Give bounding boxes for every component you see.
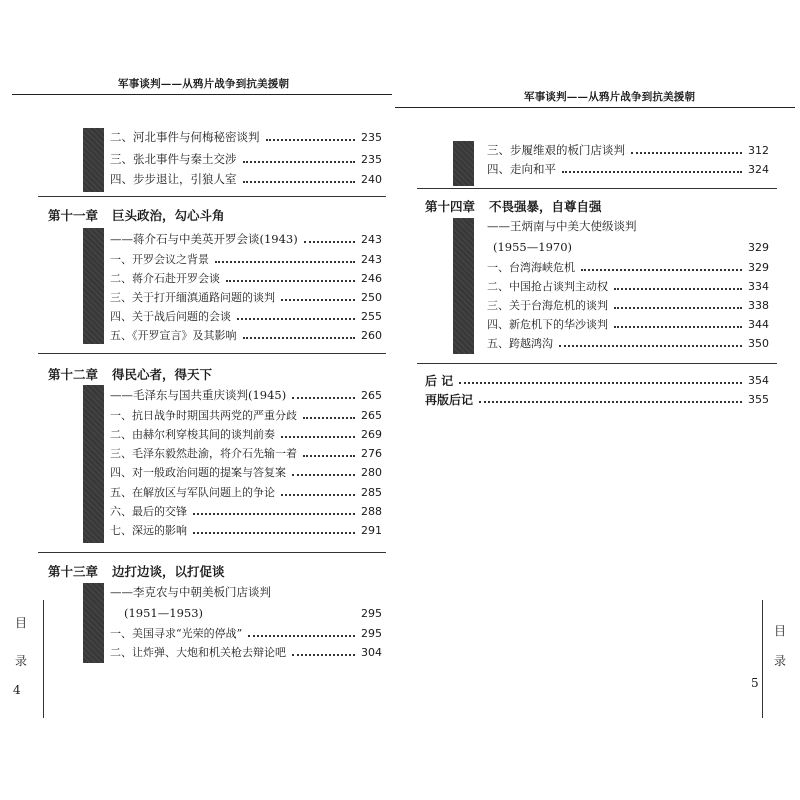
page-number: 4: [13, 683, 21, 697]
toc-entry[interactable]: 五、跨越鸿沟 350: [487, 336, 769, 350]
toc-entry[interactable]: 二、中国抢占谈判主动权 334: [487, 279, 769, 293]
toc-entry[interactable]: 三、关于打开缅滇通路问题的谈判 250: [110, 290, 382, 304]
side-label-lu: 录: [15, 654, 28, 668]
toc-entry[interactable]: 一、开罗会议之背景 243: [110, 252, 382, 266]
side-label-lu: 录: [774, 654, 787, 668]
side-rule: [762, 600, 763, 718]
toc-sidebar-bar: [453, 141, 474, 186]
toc-entry[interactable]: 一、美国寻求“光荣的停战” 295: [110, 626, 382, 640]
toc-entry[interactable]: 二、蒋介石赴开罗会谈 246: [110, 271, 382, 285]
section-divider: [417, 363, 777, 364]
toc-entry[interactable]: 四、关于战后问题的会谈 255: [110, 309, 382, 323]
toc-sidebar-bar: [83, 583, 104, 663]
toc-entry-subtitle[interactable]: ——毛泽东与国共重庆谈判(1945) 265: [110, 388, 382, 402]
toc-entry-subtitle[interactable]: ——王炳南与中美大使级谈判: [487, 219, 637, 233]
side-label-mu: 目: [15, 616, 28, 630]
toc-entry-afterword[interactable]: 后 记 354: [425, 373, 769, 388]
toc-sidebar-bar: [83, 385, 104, 543]
toc-entry[interactable]: 二、由赫尔利穿梭其间的谈判前奏 269: [110, 427, 382, 441]
chapter-heading-11[interactable]: 第十一章 巨头政治，勾心斗角: [48, 208, 225, 223]
section-divider: [38, 552, 386, 553]
toc-entry[interactable]: 三、张北事件与秦土交涉 235: [110, 152, 382, 166]
toc-entry[interactable]: (1955—1970) 329: [493, 240, 769, 254]
running-head-rule-left: [12, 94, 392, 95]
side-label-mu: 目: [774, 624, 787, 638]
toc-entry-revised-afterword[interactable]: 再版后记 355: [425, 392, 769, 407]
toc-entry-subtitle[interactable]: ——蒋介石与中美英开罗会谈(1943) 243: [110, 232, 382, 246]
toc-entry[interactable]: 三、毛泽东毅然赴渝，将介石先输一着 276: [110, 446, 382, 460]
section-divider: [38, 353, 386, 354]
left-page: [0, 0, 395, 800]
chapter-heading-14[interactable]: 第十四章 不畏强暴，自尊自强: [425, 199, 602, 214]
toc-entry[interactable]: 一、抗日战争时期国共两党的严重分歧 265: [110, 408, 382, 422]
toc-entry[interactable]: 二、让炸弹、大炮和机关枪去辩论吧 304: [110, 645, 382, 659]
page-number: 5: [751, 676, 759, 690]
right-page: [395, 0, 800, 800]
toc-sidebar-bar: [453, 218, 474, 354]
toc-entry[interactable]: 四、新危机下的华沙谈判 344: [487, 317, 769, 331]
section-divider: [38, 196, 386, 197]
toc-entry[interactable]: 七、深远的影响 291: [110, 523, 382, 537]
running-head-right: 军事谈判——从鸦片战争到抗美援朝: [524, 91, 696, 103]
toc-entry[interactable]: 六、最后的交锋 288: [110, 504, 382, 518]
toc-entry[interactable]: 一、台湾海峡危机 329: [487, 260, 769, 274]
toc-entry[interactable]: 二、河北事件与何梅秘密谈判 235: [110, 130, 382, 144]
side-rule: [43, 600, 44, 718]
toc-entry[interactable]: (1951—1953) 295: [124, 606, 382, 620]
section-divider: [417, 188, 777, 189]
toc-entry[interactable]: 五、《开罗宣言》及其影响 260: [110, 328, 382, 342]
chapter-heading-13[interactable]: 第十三章 边打边谈，以打促谈: [48, 564, 225, 579]
toc-sidebar-bar: [83, 128, 104, 192]
toc-entry[interactable]: 五、在解放区与军队问题上的争论 285: [110, 485, 382, 499]
toc-entry[interactable]: 三、步履维艰的板门店谈判 312: [487, 143, 769, 157]
chapter-heading-12[interactable]: 第十二章 得民心者，得天下: [48, 367, 213, 382]
running-head-rule-right: [395, 107, 795, 108]
toc-entry[interactable]: 四、步步退让，引狼人室 240: [110, 172, 382, 186]
running-head-left: 军事谈判——从鸦片战争到抗美援朝: [118, 78, 290, 90]
toc-sidebar-bar: [83, 228, 104, 344]
toc-entry[interactable]: 三、关于台海危机的谈判 338: [487, 298, 769, 312]
toc-entry-subtitle[interactable]: ——李克农与中朝美板门店谈判: [110, 585, 271, 599]
toc-entry[interactable]: 四、对一般政治问题的提案与答复案 280: [110, 465, 382, 479]
toc-entry[interactable]: 四、走向和平 324: [487, 162, 769, 176]
